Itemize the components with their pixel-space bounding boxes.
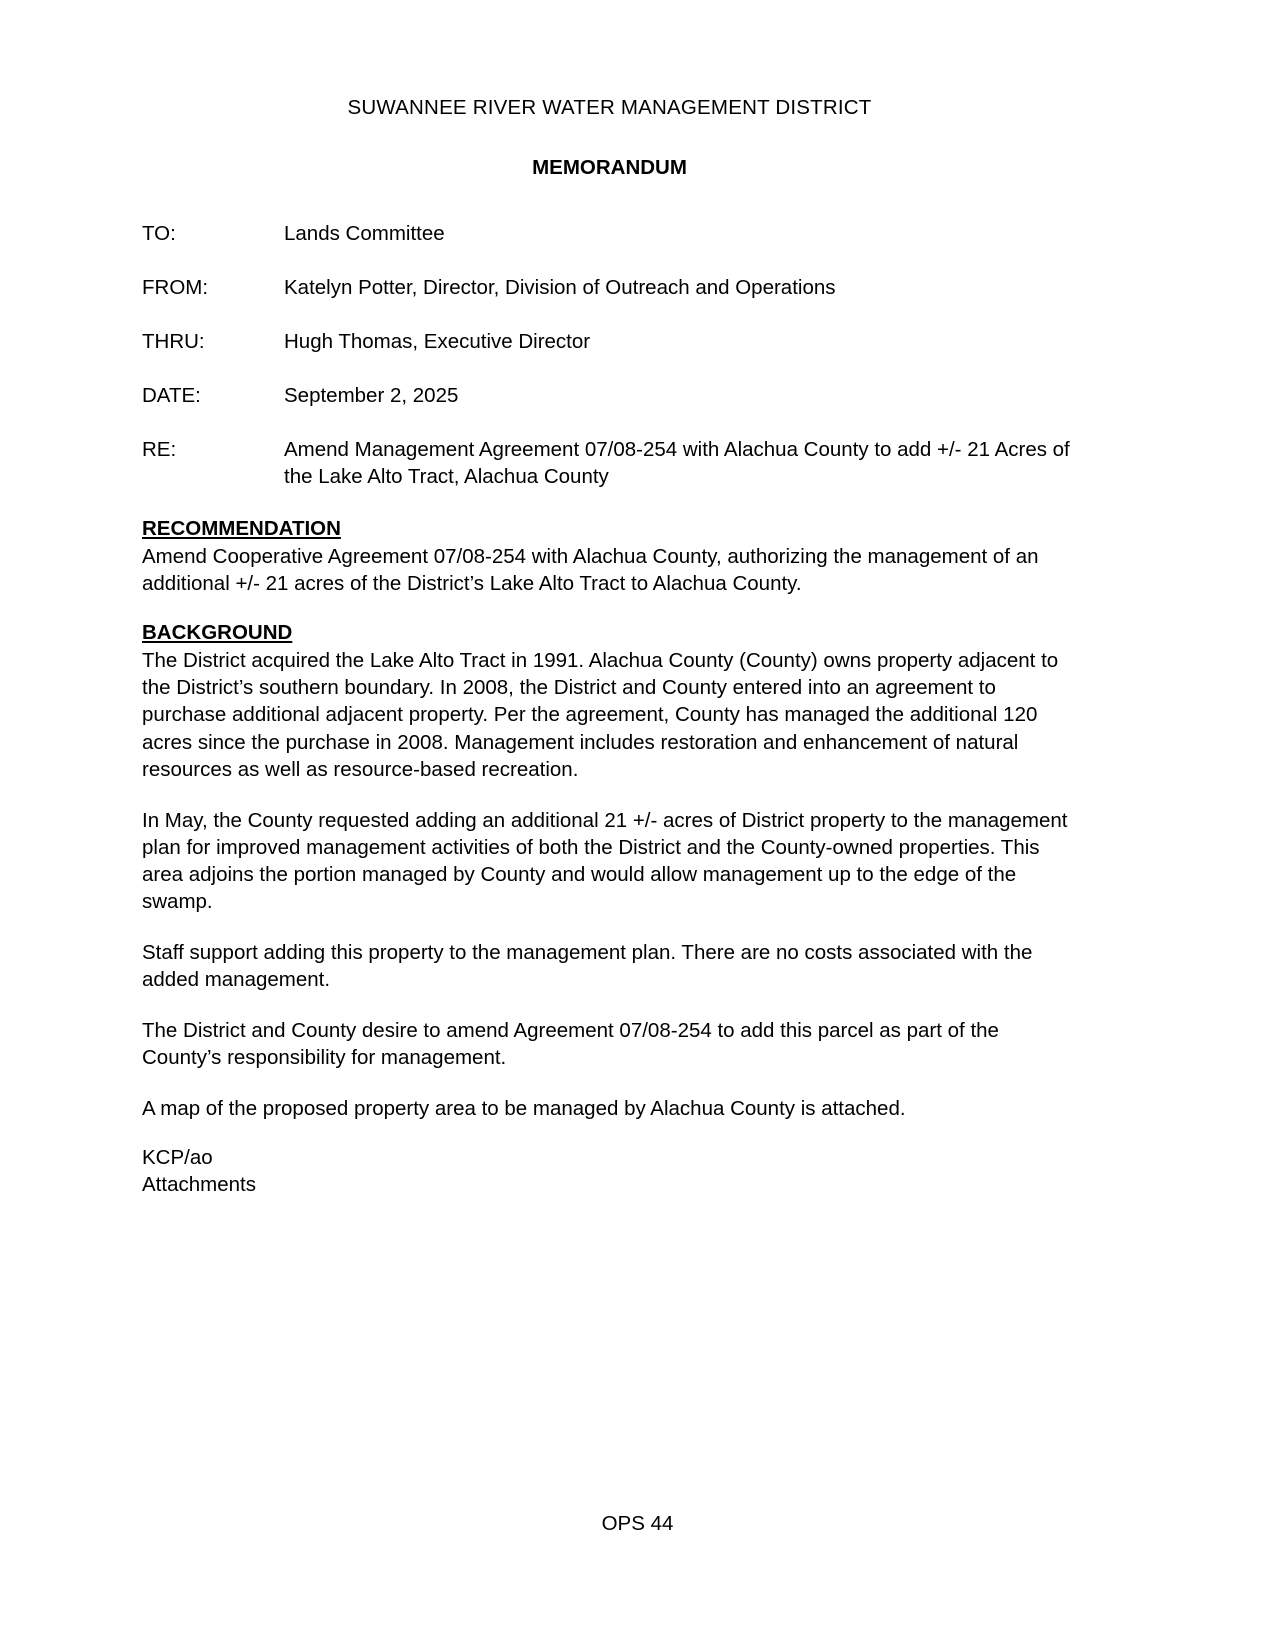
memo-field-value: Hugh Thomas, Executive Director bbox=[284, 330, 591, 354]
recommendation-body: Amend Cooperative Agreement 07/08-254 with Alachua County, authorizing the management of an additional +/- 21 acres of the District’s Lake Alto Tract to Alachua County. bbox=[142, 545, 1039, 596]
recommendation-heading: RECOMMENDATION bbox=[142, 517, 341, 541]
background-paragraph: A map of the proposed property area to be managed by Alachua County is attached. bbox=[142, 1096, 906, 1120]
memorandum-title: MEMORANDUM bbox=[532, 156, 687, 179]
background-paragraph: In May, the County requested adding an additional 21 +/- acres of District property to the management plan for improved management activities of both the District and the County-owned properties. This area adjoins the portion managed by County and would allow management up to the edge of the swamp. bbox=[142, 808, 1068, 913]
page-footer: OPS 44 bbox=[601, 1512, 674, 1535]
background-paragraph: Staff support adding this property to the management plan. There are no costs associated with the added management. bbox=[142, 940, 1033, 991]
memo-field-label: RE: bbox=[142, 438, 177, 462]
memo-field-label: THRU: bbox=[142, 330, 205, 354]
memo-field-value: Amend Management Agreement 07/08-254 with Alachua County to add +/- 21 Acres of the Lake Alto Tract, Alachua County bbox=[284, 438, 1070, 489]
memo-field-value: Lands Committee bbox=[284, 222, 445, 245]
author-initials: KCP/ao bbox=[142, 1146, 213, 1170]
memo-field-label: TO: bbox=[142, 222, 176, 245]
memo-field-value: September 2, 2025 bbox=[284, 384, 459, 408]
memo-field-re bbox=[142, 436, 1077, 490]
memo-field-thru bbox=[142, 328, 1077, 355]
memo-field-label: DATE: bbox=[142, 384, 201, 408]
background-paragraph: The District acquired the Lake Alto Tract in 1991. Alachua County (County) owns property adjacent to the District’s southern boundary. In 2008, the District and County entered into an agreement to purchase additional adjacent property. Per the agreement, County has managed the additional 120 acres since the purchase in 2008. Management includes restoration and enhancement of natural resources as well as resource-based recreation. bbox=[142, 649, 1059, 781]
memo-field-to bbox=[142, 220, 1077, 247]
attachments-note: Attachments bbox=[142, 1173, 256, 1197]
memo-field-value: Katelyn Potter, Director, Division of Outreach and Operations bbox=[284, 276, 836, 300]
recommendation-section bbox=[142, 517, 1077, 597]
document-body bbox=[142, 96, 1077, 1198]
memo-field-from bbox=[142, 274, 1077, 301]
signoff-block bbox=[142, 1144, 1077, 1198]
background-heading: BACKGROUND bbox=[142, 621, 293, 645]
memo-field-label: FROM: bbox=[142, 276, 209, 300]
background-section bbox=[142, 621, 1077, 1122]
background-paragraph: The District and County desire to amend Agreement 07/08-254 to add this parcel as part of the County’s responsibility for management. bbox=[142, 1018, 999, 1069]
memo-header-fields bbox=[142, 220, 1077, 490]
organization-title: SUWANNEE RIVER WATER MANAGEMENT DISTRICT bbox=[347, 96, 872, 119]
memo-field-date bbox=[142, 382, 1077, 409]
